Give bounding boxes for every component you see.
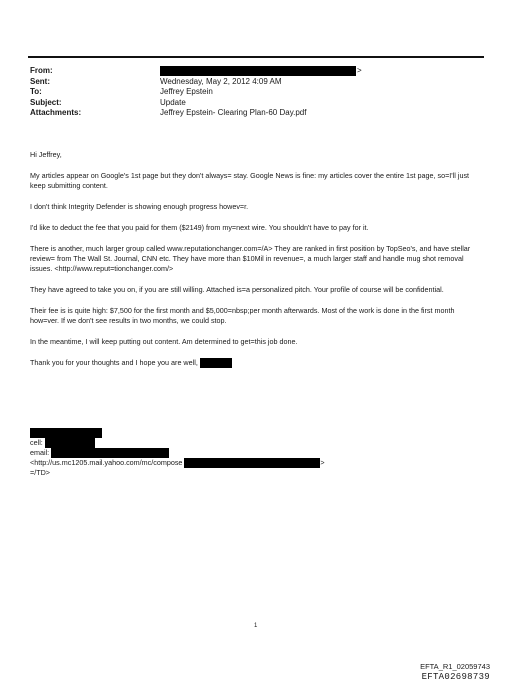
link-suffix: > [320,458,325,467]
paragraph-2: I don't think Integrity Defender is showing enough progress howev=r. [30,202,249,211]
paragraph-7: In the meantime, I will keep putting out content. Am determined to get=this job done. [30,337,298,346]
subject-row [30,98,362,109]
closing-text: Thank you for your thoughts and I hope you are well, [30,358,198,367]
to-row [30,87,362,98]
signature-block [30,428,325,478]
email-body [30,150,484,379]
attachments-label: Attachments: [30,108,82,117]
page-number: 1 [254,623,258,629]
email-redaction [51,448,169,458]
greeting: Hi Jeffrey, [30,150,62,159]
paragraph-5: They have agreed to take you on, if you are still willing. Attached is=a personalized pitch. Your profile of course will be confidential. [30,285,444,294]
from-redaction [160,66,356,76]
paragraph-1: My articles appear on Google's 1st page but they don't always= stay. Google News is fine: my articles cover the entire 1st page, so=I'll just keep submitting content. [30,171,470,190]
paragraph-4: There is another, much larger group called www.reputationchanger.com=/A> They are ranked in first position by TopSeo's, and have stellar review= from The Wall St. Journal, CNN etc. They have more than $10Mil in revenue=, a much larger staff and handle mug shot removal issues. <http://www.reput=tionchanger.com/> [30,244,471,273]
paragraph-6: Their fee is is quite high: $7,500 for the first month and $5,000=nbsp;per month afterwards. Most of the work is done in the first month how=ver. If we don't see results in two months, we could stop. [30,306,455,325]
compose-link[interactable]: <http://us.mc1205.mail.yahoo.com/mc/compose [30,458,183,467]
link-redaction [184,458,320,468]
from-label: From: [30,66,53,75]
end-text: =/TD> [30,468,50,477]
email-label: email: [30,448,50,457]
cell-label: cell: [30,438,43,447]
from-row [30,66,362,77]
email-header [30,66,362,119]
from-suffix: > [357,66,362,76]
sent-label: Sent: [30,76,50,86]
cell-redaction [45,438,95,448]
paragraph-8 [30,358,484,368]
subject-label: Subject: [30,97,62,107]
to-value: Jeffrey Epstein [160,87,213,96]
paragraph-3: I'd like to deduct the fee that you paid for them ($2149) from my=next wire. You shouldn't have to pay for it. [30,223,369,232]
bates-number-1: EFTA_R1_02059743 [420,662,490,671]
subject-value: Update [160,97,186,107]
bates-number-2: EFTA02698739 [421,672,490,682]
attachments-value[interactable]: Jeffrey Epstein- Clearing Plan-60 Day.pdf [160,108,307,117]
signature-name-redaction [30,428,102,438]
name-redaction [200,358,232,368]
to-label: To: [30,87,42,96]
sent-value: Wednesday, May 2, 2012 4:09 AM [160,76,282,86]
attachments-row [30,108,362,119]
header-rule [28,56,484,58]
sent-row [30,77,362,88]
